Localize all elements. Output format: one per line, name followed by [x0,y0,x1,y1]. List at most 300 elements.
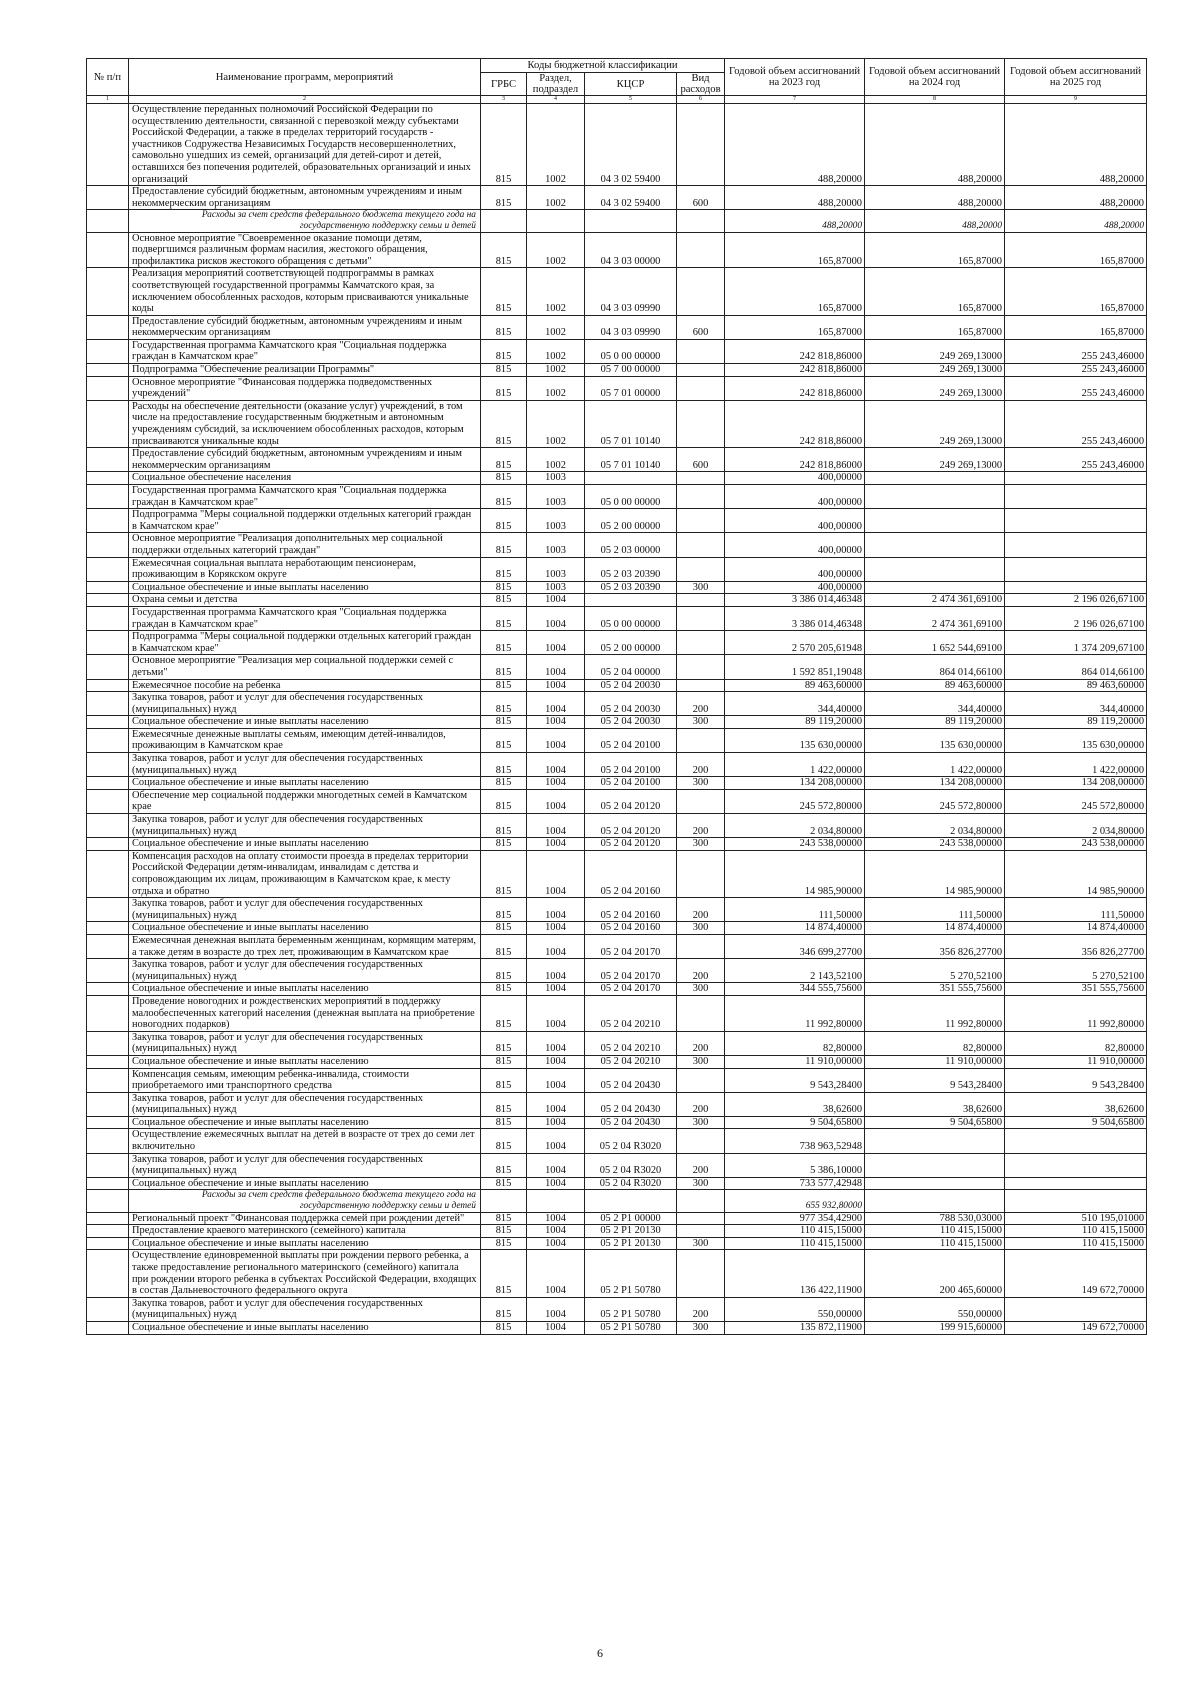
cell-index [87,838,129,851]
cell-name: Социальное обеспечение и иные выплаты населению [129,1237,481,1250]
cell-y2025: 356 826,27700 [1005,934,1147,958]
table-row [87,400,1147,447]
cell-y2025: 165,87000 [1005,315,1147,339]
cell-grbs: 815 [481,1153,527,1177]
cell-razdel: 1004 [527,1116,585,1129]
cell-name: Осуществление ежемесячных выплат на детей в возрасте от трех до семи лет включительно [129,1129,481,1153]
cell-index [87,679,129,692]
cell-razdel: 1004 [527,1297,585,1321]
cell-razdel: 1002 [527,315,585,339]
cell-name: Закупка товаров, работ и услуг для обеспечения государственных (муниципальных) нужд [129,1297,481,1321]
cell-grbs: 815 [481,898,527,922]
table-row [87,1055,1147,1068]
cell-y2024: 9 543,28400 [865,1068,1005,1092]
table-row [87,1068,1147,1092]
cell-y2023: 11 910,00000 [725,1055,865,1068]
cell-name: Закупка товаров, работ и услуг для обеспечения государственных (муниципальных) нужд [129,898,481,922]
cell-grbs: 815 [481,692,527,716]
cell-name: Социальное обеспечение и иные выплаты населению [129,777,481,790]
cell-y2024: 11 992,80000 [865,995,1005,1031]
colnum: 2 [129,96,481,104]
cell-vid: 200 [677,1092,725,1116]
cell-razdel: 1004 [527,1212,585,1225]
cell-vid: 200 [677,1297,725,1321]
table-row [87,1212,1147,1225]
cell-grbs: 815 [481,268,527,315]
cell-razdel: 1004 [527,1177,585,1190]
cell-razdel: 1004 [527,1129,585,1153]
cell-y2023: 9 543,28400 [725,1068,865,1092]
cell-kcsr: 05 2 04 20210 [585,995,677,1031]
cell-kcsr: 05 2 P1 20130 [585,1237,677,1250]
cell-y2023: 165,87000 [725,268,865,315]
cell-index [87,814,129,838]
header-y2025: Годовой объем ассигнований на 2025 год [1005,59,1147,96]
cell-kcsr: 05 2 04 20170 [585,959,677,983]
cell-name: Предоставление субсидий бюджетным, автономным учреждениям и иным некоммерческим организациям [129,315,481,339]
cell-vid: 600 [677,315,725,339]
cell-y2025: 149 672,70000 [1005,1321,1147,1334]
cell-y2025: 14 874,40000 [1005,922,1147,935]
cell-grbs: 815 [481,1250,527,1297]
cell-razdel: 1003 [527,509,585,533]
table-row [87,995,1147,1031]
cell-kcsr: 05 2 04 20210 [585,1055,677,1068]
cell-y2023: 14 985,90000 [725,850,865,897]
cell-vid: 200 [677,692,725,716]
cell-name: Закупка товаров, работ и услуг для обеспечения государственных (муниципальных) нужд [129,814,481,838]
cell-razdel: 1004 [527,838,585,851]
cell-name: Осуществление единовременной выплаты при рождении первого ребенка, а также предоставление регионального материнского (семейного) капитала при рождении второго ребенка в субъектах Российской Федерации, входящих в состав Дальневосточного федерального округа [129,1250,481,1297]
cell-vid [677,655,725,679]
table-row [87,594,1147,607]
cell-y2025: 9 504,65800 [1005,1116,1147,1129]
cell-name: Основное мероприятие "Реализация дополнительных мер социальной поддержки отдельных категорий граждан" [129,533,481,557]
cell-vid: 600 [677,448,725,472]
cell-y2023: 11 992,80000 [725,995,865,1031]
cell-razdel: 1002 [527,186,585,210]
cell-kcsr: 05 7 01 10140 [585,448,677,472]
header-kcsr: КЦСР [585,73,677,96]
cell-grbs: 815 [481,1297,527,1321]
cell-razdel: 1004 [527,777,585,790]
cell-razdel: 1003 [527,557,585,581]
cell-grbs: 815 [481,934,527,958]
cell-vid [677,472,725,485]
cell-vid: 300 [677,838,725,851]
header-grbs: ГРБС [481,73,527,96]
cell-vid [677,104,725,186]
cell-razdel: 1004 [527,983,585,996]
cell-y2024: 245 572,80000 [865,789,1005,813]
cell-name: Закупка товаров, работ и услуг для обеспечения государственных (муниципальных) нужд [129,753,481,777]
cell-name: Проведение новогодних и рождественских мероприятий в поддержку малообеспеченных категорий населения (денежная выплата на приобретение новогодних подарков) [129,995,481,1031]
cell-kcsr: 05 2 04 20430 [585,1068,677,1092]
cell-y2024: 243 538,00000 [865,838,1005,851]
cell-index [87,1297,129,1321]
cell-index [87,315,129,339]
cell-y2023: 1 422,00000 [725,753,865,777]
table-row [87,1092,1147,1116]
cell-grbs: 815 [481,315,527,339]
cell-kcsr: 05 2 04 20160 [585,898,677,922]
cell-y2025: 89 119,20000 [1005,716,1147,729]
cell-kcsr: 04 3 03 09990 [585,315,677,339]
table-row [87,1153,1147,1177]
cell-index [87,1177,129,1190]
cell-y2023: 134 208,00000 [725,777,865,790]
cell-index [87,1055,129,1068]
cell-y2024: 788 530,03000 [865,1212,1005,1225]
cell-name: Социальное обеспечение и иные выплаты населению [129,983,481,996]
cell-name: Государственная программа Камчатского края "Социальная поддержка граждан в Камчатском крае" [129,606,481,630]
cell-index [87,1237,129,1250]
cell-y2023: 977 354,42900 [725,1212,865,1225]
cell-y2023: 242 818,86000 [725,364,865,377]
table-row [87,472,1147,485]
cell-vid [677,400,725,447]
header-name: Наименование программ, мероприятий [129,59,481,96]
colnum: 9 [1005,96,1147,104]
table-row [87,959,1147,983]
cell-y2024: 351 555,75600 [865,983,1005,996]
cell-name: Подпрограмма "Обеспечение реализации Программы" [129,364,481,377]
table-row [87,186,1147,210]
cell-kcsr [585,210,677,232]
header-codes-group: Коды бюджетной классификации [481,59,725,73]
cell-kcsr: 05 2 04 R3020 [585,1177,677,1190]
cell-y2025 [1005,557,1147,581]
cell-y2024 [865,472,1005,485]
header-vid: Вид расходов [677,73,725,96]
cell-y2025: 111,50000 [1005,898,1147,922]
table-row [87,509,1147,533]
cell-kcsr [585,1190,677,1212]
table-row [87,1031,1147,1055]
cell-y2023: 1 592 851,19048 [725,655,865,679]
cell-kcsr: 05 2 04 20100 [585,753,677,777]
cell-razdel: 1004 [527,1321,585,1334]
table-row [87,268,1147,315]
cell-y2024: 14 874,40000 [865,922,1005,935]
cell-vid: 200 [677,1031,725,1055]
cell-index [87,1068,129,1092]
cell-y2025 [1005,1177,1147,1190]
cell-y2023: 3 386 014,46348 [725,606,865,630]
colnum: 3 [481,96,527,104]
table-row [87,557,1147,581]
cell-y2025: 864 014,66100 [1005,655,1147,679]
cell-y2025 [1005,509,1147,533]
cell-name: Предоставление субсидий бюджетным, автономным учреждениям и иным некоммерческим организациям [129,186,481,210]
cell-kcsr [585,472,677,485]
cell-y2025: 9 543,28400 [1005,1068,1147,1092]
cell-vid [677,594,725,607]
cell-razdel: 1004 [527,1250,585,1297]
table-row [87,533,1147,557]
cell-y2024: 2 034,80000 [865,814,1005,838]
cell-kcsr: 05 2 03 20390 [585,557,677,581]
cell-grbs: 815 [481,400,527,447]
cell-name: Социальное обеспечение населения [129,472,481,485]
cell-index [87,716,129,729]
cell-name: Социальное обеспечение и иные выплаты населению [129,838,481,851]
cell-index [87,186,129,210]
cell-y2023: 2 143,52100 [725,959,865,983]
cell-kcsr: 05 2 03 20390 [585,581,677,594]
cell-razdel [527,1190,585,1212]
cell-grbs: 815 [481,1068,527,1092]
cell-y2025: 488,20000 [1005,210,1147,232]
cell-name: Охрана семьи и детства [129,594,481,607]
cell-name: Социальное обеспечение и иные выплаты населению [129,581,481,594]
cell-name: Ежемесячное пособие на ребенка [129,679,481,692]
cell-grbs: 815 [481,777,527,790]
cell-razdel: 1003 [527,472,585,485]
cell-grbs: 815 [481,789,527,813]
table-row [87,922,1147,935]
cell-y2023: 3 386 014,46348 [725,594,865,607]
cell-razdel: 1002 [527,376,585,400]
cell-y2025 [1005,1153,1147,1177]
cell-vid [677,631,725,655]
cell-kcsr: 05 2 04 20160 [585,850,677,897]
cell-y2025: 135 630,00000 [1005,728,1147,752]
cell-razdel: 1004 [527,789,585,813]
cell-grbs: 815 [481,594,527,607]
cell-grbs: 815 [481,679,527,692]
cell-vid [677,1250,725,1297]
cell-razdel: 1004 [527,728,585,752]
cell-index [87,376,129,400]
cell-kcsr: 05 7 01 00000 [585,376,677,400]
header-y2023: Годовой объем ассигнований на 2023 год [725,59,865,96]
cell-y2025: 255 243,46000 [1005,448,1147,472]
cell-y2025: 1 374 209,67100 [1005,631,1147,655]
cell-kcsr [585,594,677,607]
cell-razdel: 1004 [527,1153,585,1177]
cell-vid [677,850,725,897]
cell-kcsr: 05 2 00 00000 [585,631,677,655]
cell-name: Закупка товаров, работ и услуг для обеспечения государственных (муниципальных) нужд [129,1092,481,1116]
cell-index [87,104,129,186]
cell-index [87,995,129,1031]
cell-vid [677,1190,725,1212]
cell-grbs: 815 [481,1177,527,1190]
cell-grbs: 815 [481,339,527,363]
header-column-numbers [87,96,1147,104]
budget-table [86,58,1147,1335]
cell-grbs: 815 [481,1031,527,1055]
table-row [87,315,1147,339]
cell-vid: 300 [677,1116,725,1129]
cell-vid: 300 [677,983,725,996]
cell-index [87,339,129,363]
cell-vid [677,606,725,630]
cell-y2025: 488,20000 [1005,186,1147,210]
cell-y2024: 9 504,65800 [865,1116,1005,1129]
cell-y2025: 510 195,01000 [1005,1212,1147,1225]
cell-index [87,1153,129,1177]
cell-y2024: 2 474 361,69100 [865,606,1005,630]
cell-index [87,448,129,472]
cell-kcsr: 05 2 04 20030 [585,679,677,692]
colnum: 6 [677,96,725,104]
cell-grbs: 815 [481,581,527,594]
table-row [87,631,1147,655]
cell-vid [677,509,725,533]
cell-grbs: 815 [481,485,527,509]
cell-index [87,1129,129,1153]
cell-y2024: 249 269,13000 [865,448,1005,472]
cell-y2023: 488,20000 [725,186,865,210]
cell-kcsr: 05 2 04 20160 [585,922,677,935]
cell-y2025 [1005,485,1147,509]
cell-y2025: 5 270,52100 [1005,959,1147,983]
table-row [87,814,1147,838]
cell-y2024: 110 415,15000 [865,1225,1005,1238]
cell-grbs: 815 [481,753,527,777]
cell-index [87,364,129,377]
cell-vid [677,268,725,315]
cell-y2023: 242 818,86000 [725,339,865,363]
cell-y2025: 134 208,00000 [1005,777,1147,790]
cell-y2025: 82,80000 [1005,1031,1147,1055]
table-row [87,1116,1147,1129]
cell-grbs: 815 [481,631,527,655]
cell-y2023: 165,87000 [725,232,865,268]
cell-razdel: 1004 [527,898,585,922]
cell-kcsr: 05 2 P1 50780 [585,1297,677,1321]
cell-razdel: 1004 [527,716,585,729]
cell-grbs: 815 [481,1129,527,1153]
colnum: 7 [725,96,865,104]
cell-index [87,232,129,268]
cell-razdel: 1002 [527,364,585,377]
cell-name: Компенсация семьям, имеющим ребенка-инвалида, стоимости приобретаемого ими транспортного средства [129,1068,481,1092]
cell-y2024: 5 270,52100 [865,959,1005,983]
cell-name: Государственная программа Камчатского края "Социальная поддержка граждан в Камчатском крае" [129,339,481,363]
cell-y2023: 346 699,27700 [725,934,865,958]
cell-y2023: 2 570 205,61948 [725,631,865,655]
cell-vid [677,485,725,509]
cell-y2024 [865,1129,1005,1153]
cell-y2024 [865,533,1005,557]
cell-name: Расходы на обеспечение деятельности (оказание услуг) учреждений, в том числе на предоставление государственным бюджетным и автономным учреждениям субсидий, за исключением обособленных расходов, которым присваиваются уникальные коды [129,400,481,447]
table-row [87,983,1147,996]
cell-y2025: 165,87000 [1005,268,1147,315]
cell-y2023: 135 872,11900 [725,1321,865,1334]
cell-index [87,557,129,581]
cell-kcsr: 04 3 03 09990 [585,268,677,315]
cell-grbs: 815 [481,557,527,581]
cell-y2023: 738 963,52948 [725,1129,865,1153]
cell-y2023: 488,20000 [725,104,865,186]
table-row [87,376,1147,400]
cell-y2023: 89 463,60000 [725,679,865,692]
cell-name: Закупка товаров, работ и услуг для обеспечения государственных (муниципальных) нужд [129,1153,481,1177]
cell-vid [677,557,725,581]
cell-kcsr: 05 2 P1 20130 [585,1225,677,1238]
cell-y2024: 2 474 361,69100 [865,594,1005,607]
cell-y2025: 488,20000 [1005,104,1147,186]
cell-y2025: 351 555,75600 [1005,983,1147,996]
cell-y2024: 165,87000 [865,232,1005,268]
cell-index [87,485,129,509]
cell-y2023: 242 818,86000 [725,448,865,472]
cell-grbs: 815 [481,1092,527,1116]
cell-grbs: 815 [481,655,527,679]
cell-grbs: 815 [481,850,527,897]
cell-y2025 [1005,1190,1147,1212]
cell-y2023: 135 630,00000 [725,728,865,752]
cell-kcsr: 05 0 00 00000 [585,485,677,509]
cell-vid [677,1225,725,1238]
cell-index [87,606,129,630]
cell-name: Ежемесячная социальная выплата неработающим пенсионерам, проживающим в Корякском округе [129,557,481,581]
table-row [87,1297,1147,1321]
table-row [87,1177,1147,1190]
cell-y2024: 488,20000 [865,104,1005,186]
cell-y2023: 136 422,11900 [725,1250,865,1297]
table-header [87,59,1147,104]
cell-y2024 [865,1153,1005,1177]
cell-kcsr: 05 2 04 20120 [585,814,677,838]
cell-y2023: 110 415,15000 [725,1225,865,1238]
cell-y2023: 344,40000 [725,692,865,716]
table-row [87,581,1147,594]
cell-y2024: 249 269,13000 [865,364,1005,377]
table-row [87,838,1147,851]
cell-grbs: 815 [481,959,527,983]
cell-y2024 [865,557,1005,581]
cell-razdel: 1004 [527,692,585,716]
table-row [87,716,1147,729]
cell-grbs: 815 [481,814,527,838]
cell-y2024: 165,87000 [865,268,1005,315]
cell-y2024: 135 630,00000 [865,728,1005,752]
cell-razdel: 1004 [527,850,585,897]
cell-name: Осуществление переданных полномочий Российской Федерации по осуществлению деятельности, связанной с перевозкой между субъектами Российской Федерации, а также в пределах территорий государств - участников Содружества Независимых Государств несовершеннолетних, самовольно ушедших из семей, организаций для детей-сирот и детей, оставшихся без попечения родителей, образовательных организаций и иных организаций [129,104,481,186]
cell-razdel: 1002 [527,400,585,447]
cell-index [87,898,129,922]
cell-razdel: 1004 [527,631,585,655]
cell-vid [677,533,725,557]
cell-name: Социальное обеспечение и иные выплаты населению [129,1321,481,1334]
cell-name: Социальное обеспечение и иные выплаты населению [129,1177,481,1190]
cell-index [87,1031,129,1055]
cell-y2025: 245 572,80000 [1005,789,1147,813]
cell-vid: 200 [677,959,725,983]
cell-y2023: 5 386,10000 [725,1153,865,1177]
cell-index [87,1116,129,1129]
cell-grbs: 815 [481,533,527,557]
cell-grbs: 815 [481,1116,527,1129]
cell-index [87,728,129,752]
cell-kcsr: 05 2 04 20100 [585,777,677,790]
table-row [87,679,1147,692]
budget-sheet [86,58,1146,1335]
table-row [87,692,1147,716]
cell-y2024: 199 915,60000 [865,1321,1005,1334]
cell-y2024: 488,20000 [865,186,1005,210]
cell-razdel: 1004 [527,1237,585,1250]
cell-razdel: 1004 [527,934,585,958]
cell-razdel: 1002 [527,268,585,315]
cell-vid: 300 [677,716,725,729]
cell-grbs [481,1190,527,1212]
table-row [87,1321,1147,1334]
